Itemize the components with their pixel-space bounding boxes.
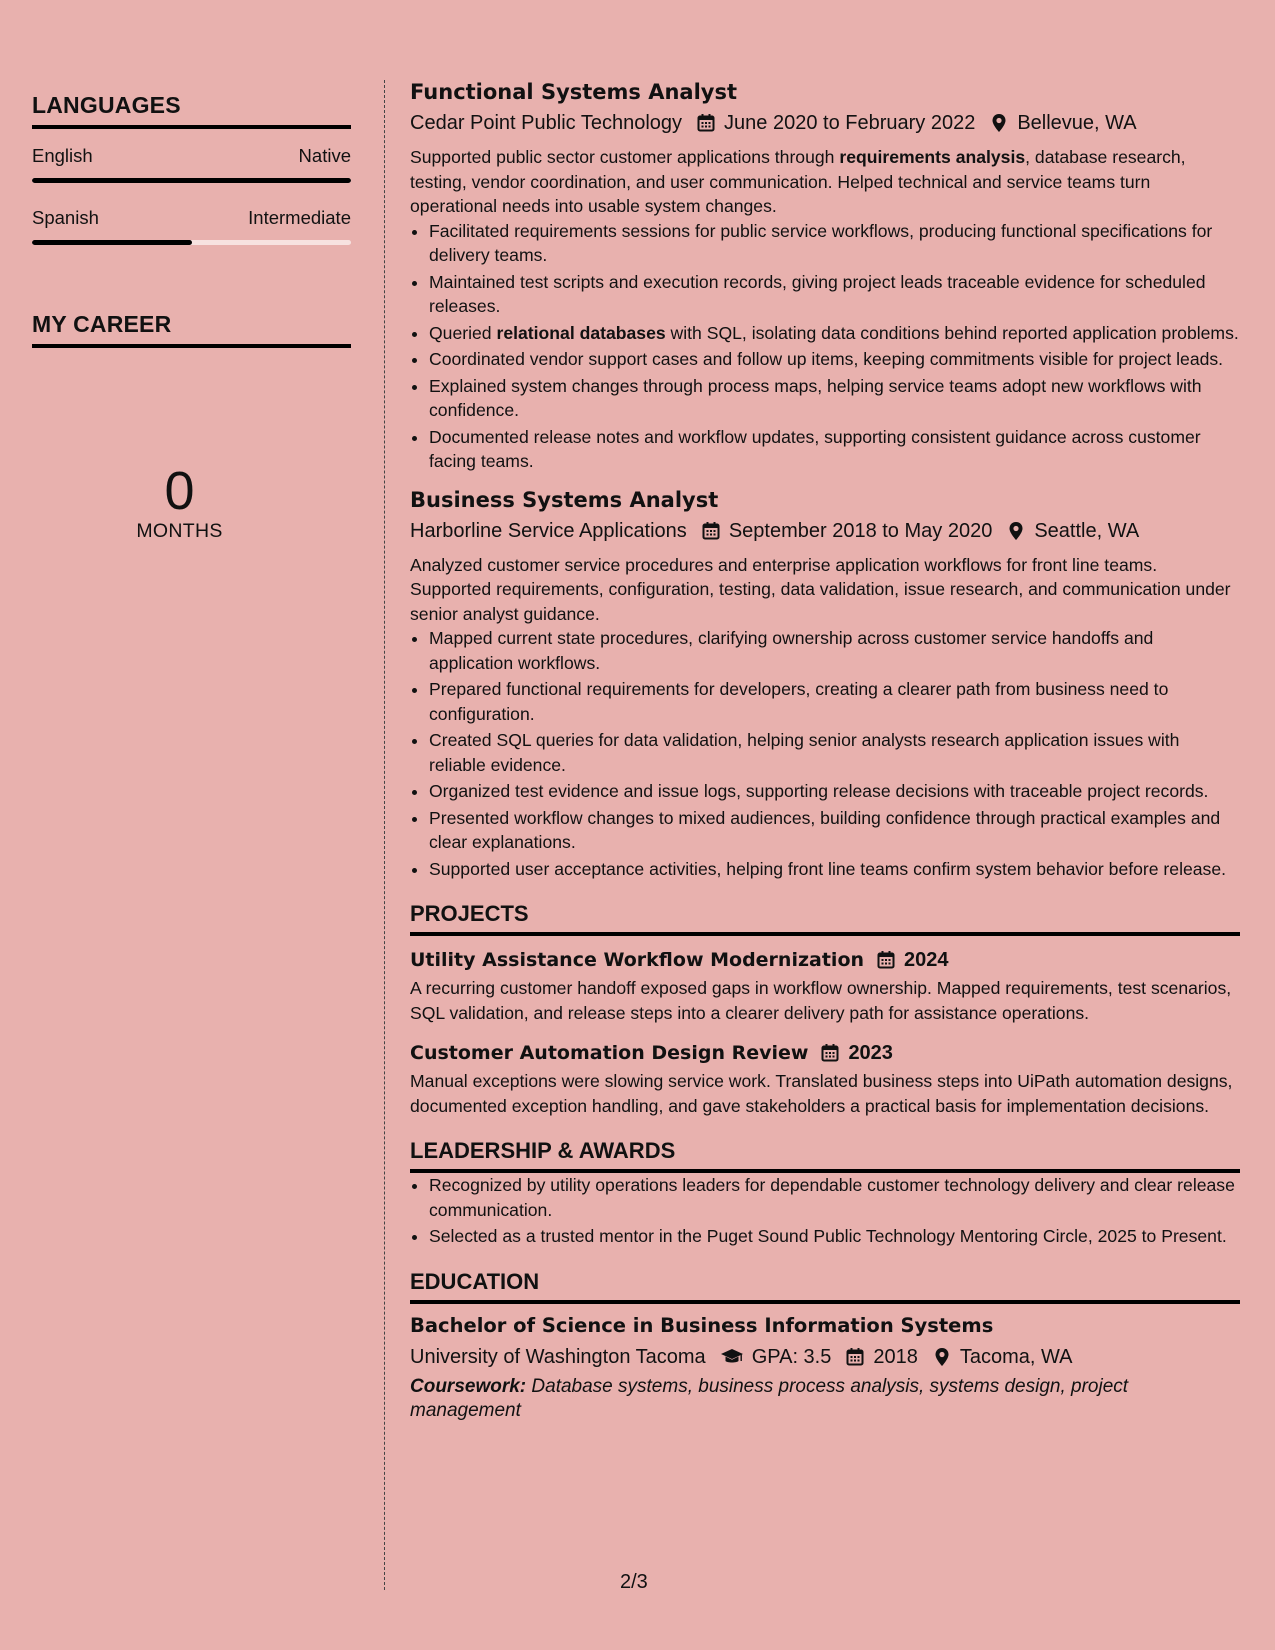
project-entry xyxy=(410,1039,1240,1118)
degree-title: Bachelor of Science in Business Information Systems xyxy=(410,1313,994,1337)
list-item: • Recognized by utility operations leaders for dependable customer technology delivery and clear release communication. xyxy=(429,1173,1240,1222)
language-proficiency-bar xyxy=(32,178,351,183)
project-entry xyxy=(410,946,1240,1025)
project-year: 2024 xyxy=(904,949,949,971)
list-item: • Queried relational databases with SQL, isolating data conditions behind reported application problems. xyxy=(429,321,1240,346)
location-pin-icon xyxy=(1006,521,1026,541)
language-proficiency-fill xyxy=(32,178,351,183)
calendar-icon xyxy=(820,1043,840,1063)
language-level: Intermediate xyxy=(248,207,351,228)
job-title: Business Systems Analyst xyxy=(410,487,719,512)
language-item xyxy=(32,207,351,245)
job-bullets xyxy=(410,219,1240,474)
list-item: • Facilitated requirements sessions for public service workflows, producing functional specifications for delivery teams. xyxy=(429,219,1240,268)
career-heading: MY CAREER xyxy=(32,311,351,348)
list-item: • Selected as a trusted mentor in the Puget Sound Public Technology Mentoring Circle, 2025 to Present. xyxy=(429,1224,1240,1249)
job-meta xyxy=(410,109,1240,137)
calendar-icon xyxy=(876,950,896,970)
languages-heading: LANGUAGES xyxy=(32,92,351,129)
career-months-value: 0 xyxy=(164,461,195,521)
main-content xyxy=(410,78,1240,1423)
language-proficiency-fill xyxy=(32,240,192,245)
education-heading: EDUCATION xyxy=(410,1269,1240,1304)
language-level: Native xyxy=(298,145,351,166)
location-pin-icon xyxy=(989,113,1009,133)
project-title-row xyxy=(410,1039,1240,1067)
language-name: Spanish xyxy=(32,207,99,228)
gpa: GPA: 3.5 xyxy=(751,1345,832,1368)
project-year: 2023 xyxy=(848,1042,893,1064)
graduation-cap-icon xyxy=(720,1347,744,1367)
list-item: • Coordinated vendor support cases and follow up items, keeping commitments visible for project leads. xyxy=(429,347,1240,372)
calendar-icon xyxy=(696,113,716,133)
project-title-row xyxy=(410,946,1240,974)
career-duration xyxy=(32,461,327,543)
career-months-label: MONTHS xyxy=(136,520,223,542)
coursework-label: Coursework: xyxy=(410,1375,527,1397)
list-item: • Documented release notes and workflow updates, supporting consistent guidance across customer facing teams. xyxy=(429,425,1240,474)
language-item xyxy=(32,145,351,183)
keyword-bold: relational databases xyxy=(496,322,666,343)
page-number: 2/3 xyxy=(620,1571,648,1593)
column-divider xyxy=(384,80,385,1590)
list-item: • Supported user acceptance activities, helping front line teams confirm system behavior before release. xyxy=(429,857,1240,882)
job-meta xyxy=(410,517,1240,545)
job-dates: June 2020 to February 2022 xyxy=(724,112,976,134)
coursework-list: Database systems, business process analysis, systems design, project management xyxy=(410,1375,1129,1421)
list-item: • Explained system changes through process maps, helping service teams adopt new workflows with confidence. xyxy=(429,374,1240,423)
list-item: • Presented workflow changes to mixed audiences, building confidence through practical examples and clear explanations. xyxy=(429,806,1240,855)
graduation-year: 2018 xyxy=(873,1345,918,1368)
location-pin-icon xyxy=(932,1347,952,1367)
school-location: Tacoma, WA xyxy=(959,1345,1073,1368)
company-name: Harborline Service Applications xyxy=(410,519,687,542)
leadership-heading: LEADERSHIP & AWARDS xyxy=(410,1138,1240,1173)
project-description: A recurring customer handoff exposed gaps in workflow ownership. Mapped requirements, test scenarios, SQL validation, and release steps into a clearer delivery path for assistance operations. xyxy=(410,978,1232,1023)
job-description: Supported public sector customer applications through requirements analysis, database research, testing, vendor coordination, and user communication. Helped technical and service teams turn operational needs into usable system changes. xyxy=(410,147,1186,216)
language-proficiency-bar xyxy=(32,240,351,245)
experience-entry xyxy=(410,486,1240,882)
job-bullets xyxy=(410,626,1240,881)
leadership-list xyxy=(410,1173,1240,1249)
education-meta xyxy=(410,1343,1240,1371)
job-location: Seattle, WA xyxy=(1034,519,1140,542)
project-description: Manual exceptions were slowing service work. Translated business steps into UiPath automation designs, documented exception handling, and gave stakeholders a practical basis for implementation decisions. xyxy=(410,1071,1233,1116)
list-item: • Created SQL queries for data validation, helping senior analysts research application issues with reliable evidence. xyxy=(429,728,1240,777)
job-dates: September 2018 to May 2020 xyxy=(728,519,993,542)
projects-heading: PROJECTS xyxy=(410,901,1240,936)
job-title: Functional Systems Analyst xyxy=(410,80,738,104)
calendar-icon xyxy=(845,1347,865,1367)
language-name: English xyxy=(32,145,93,166)
job-description: Analyzed customer service procedures and enterprise application workflows for front line teams. Supported requirements, configuration, testing, data validation, issue research, and communication under senior analyst guidance. xyxy=(410,554,1231,624)
list-item: • Maintained test scripts and execution records, giving project leads traceable evidence for scheduled releases. xyxy=(429,270,1240,319)
keyword-bold: requirements analysis xyxy=(839,147,1026,167)
list-item: • Prepared functional requirements for developers, creating a clearer path from business need to configuration. xyxy=(429,677,1240,726)
school-name: University of Washington Tacoma xyxy=(410,1345,706,1368)
sidebar xyxy=(32,92,351,543)
project-title: Utility Assistance Workflow Modernization xyxy=(410,949,865,971)
calendar-icon xyxy=(701,521,721,541)
project-title: Customer Automation Design Review xyxy=(410,1042,809,1064)
coursework xyxy=(410,1375,1240,1423)
experience-entry xyxy=(410,78,1240,474)
list-item: • Mapped current state procedures, clarifying ownership across customer service handoffs and application workflows. xyxy=(429,626,1240,675)
list-item: • Organized test evidence and issue logs, supporting release decisions with traceable project records. xyxy=(429,779,1240,804)
job-location: Bellevue, WA xyxy=(1017,112,1137,134)
company-name: Cedar Point Public Technology xyxy=(410,112,683,134)
